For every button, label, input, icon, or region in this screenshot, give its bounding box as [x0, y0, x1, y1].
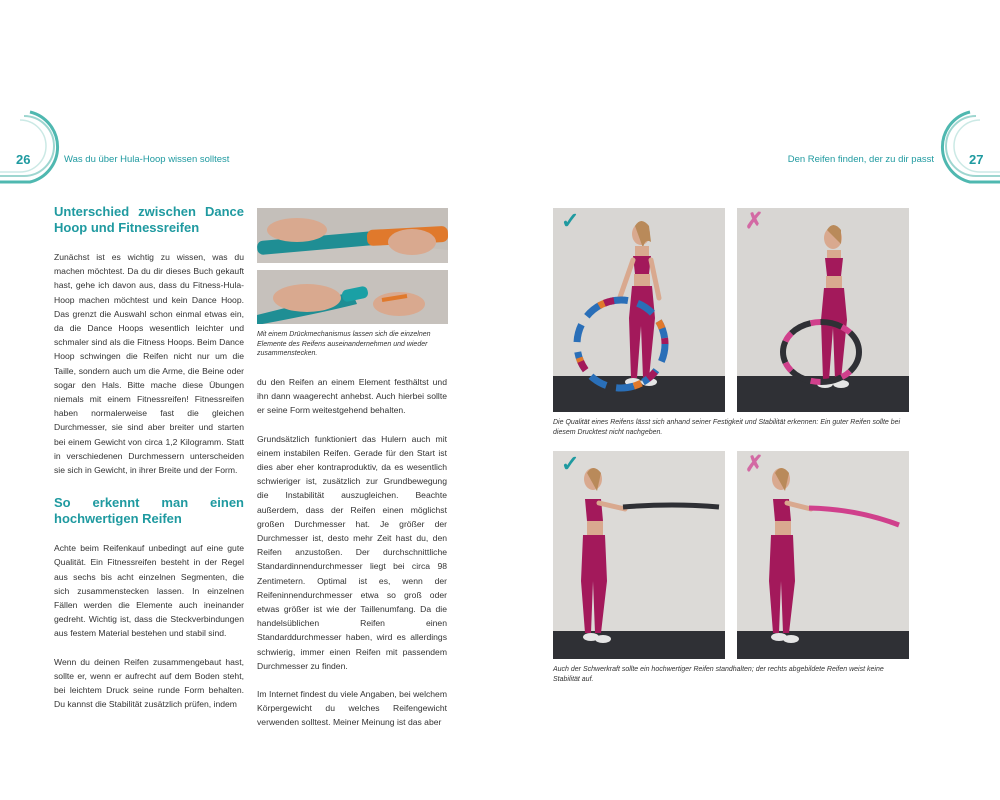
right-page-corner-arc [936, 108, 1000, 186]
bad-hoop-gravity-photo [737, 451, 909, 659]
body-paragraph: Grundsätzlich funktioniert das Hulern auch mit einem instabilen Reifen. Gerade für den Start ist dies aber eher kontraproduktiv, da es wesentlich schwieriger ist, zusätzlich zur Grundbewegung die Instabilität auszugleichen. Beachte außerdem, dass der Reifen einen möglichst großen Durchmesser hat. Je größer der Durchmesser ist, desto mehr Zeit hast du, den Reifen anzustoßen. Der durchschnittliche Standardinnendurchmesser liegt bei circa 98 Zentimetern. Optimal ist es, wenn der Reifeninnendurchmesser etwa so groß oder etwas größer ist wie der Taillenumfang. Da die handelsüblichen Reifen einen Standarddurchmesser haben, wird es allerdings schwierig, immer einen Reifen mit passendem Durchmesser zu finden. [257, 433, 447, 671]
hoop-disassembly-photo-1 [257, 208, 448, 263]
body-paragraph: Wenn du deinen Reifen zusammengebaut hast, sollte er, wenn er aufrecht auf dem Boden steht, bei leichtem Druck seine runde Form behalten. Du kannst die Stabilität zusätzlich prüfen, indem [54, 656, 244, 710]
left-column-2 [257, 375, 447, 744]
gravity-test-caption: Auch der Schwerkraft sollte ein hochwertiger Reifen standhalten; der rechts abgebildete Reifen weist keine Stabilität auf. [553, 666, 884, 683]
left-running-header: Was du über Hula-Hoop wissen solltest [64, 154, 230, 165]
body-paragraph: du den Reifen an einem Element festhältst und ihn dann waagerecht anhebst. Auch hierbei sollte er seine Form weitestgehend behalten. [257, 377, 447, 416]
hoop-disassembly-photo-2 [257, 270, 448, 324]
good-hoop-gravity-photo [553, 451, 725, 659]
photo-caption: Mit einem Drückmechanismus lassen sich die einzelnen Elemente des Reifens auseinandernehmen und wieder zusammenstecken. [257, 331, 431, 357]
left-page-corner-arc [0, 108, 64, 186]
left-page-number: 26 [16, 152, 31, 167]
pressure-test-caption: Die Qualität eines Reifens lässt sich anhand seiner Festigkeit und Stabilität erkennen: Ein guter Reifen sollte bei diesem Drucktest nicht nachgeben. [553, 419, 901, 436]
cross-mark-icon: ✗ [745, 208, 764, 233]
cross-mark-icon: ✗ [745, 451, 764, 476]
section-title-dance-hoop: Unterschied zwischen Dance Hoop und Fitnessreifen [54, 204, 244, 235]
check-mark-icon: ✓ [561, 451, 580, 476]
section-title-quality: So erkennt man einen hochwertigen Reifen [54, 495, 244, 527]
check-mark-icon: ✓ [561, 208, 580, 233]
body-paragraph: Zunächst ist es wichtig zu wissen, was du machen möchtest. Da du dir dieses Buch gekauft hast, gehe ich davon aus, dass du Fitness-Hula-Hoop machen möchtest und kein Dance Hoop. Das grenzt die Auswahl schon einmal etwas ein, da die Dance Hoops wesentlich leichter und schmaler sind als die Fitness Hoops. Beim Dance Hoop schwingen die Reifen nicht nur um die Taille, sondern auch um die Arme, die Beine oder sogar den Hals. Bitte mache diese Übungen niemals mit einem Fitnessreifen! Fitnessreifen haben normalerweise fast die gleichen Durchmesser, sie sind aber breiter und starten bei einem Gewicht von circa 1,2 Kilogramm. Statt in verschiedenen Durchmessern unterscheiden sie sich in Gewicht, in ihrer Breite und der Form. [54, 252, 244, 476]
bad-hoop-pressure-photo [737, 208, 909, 412]
right-page-number: 27 [969, 152, 984, 167]
good-hoop-pressure-photo [553, 208, 725, 412]
body-paragraph: Im Internet findest du viele Angaben, bei welchem Körpergewicht du welches Reifengewicht verwenden solltest. Meiner Meinung ist das aber [257, 689, 447, 728]
body-paragraph: Achte beim Reifenkauf unbedingt auf eine gute Qualität. Ein Fitnessreifen besteht in der Regel aus sechs bis acht einzelnen Segmenten, die sich zusammenstecken lassen. In einzelnen Fällen werden die Elemente auch ineinander gedreht. Wichtig ist, dass die Steckverbindungen aus festem Material bestehen und stabil sind. [54, 543, 244, 639]
left-column-1 [54, 204, 244, 725]
right-running-header: Den Reifen finden, der zu dir passt [787, 154, 934, 165]
